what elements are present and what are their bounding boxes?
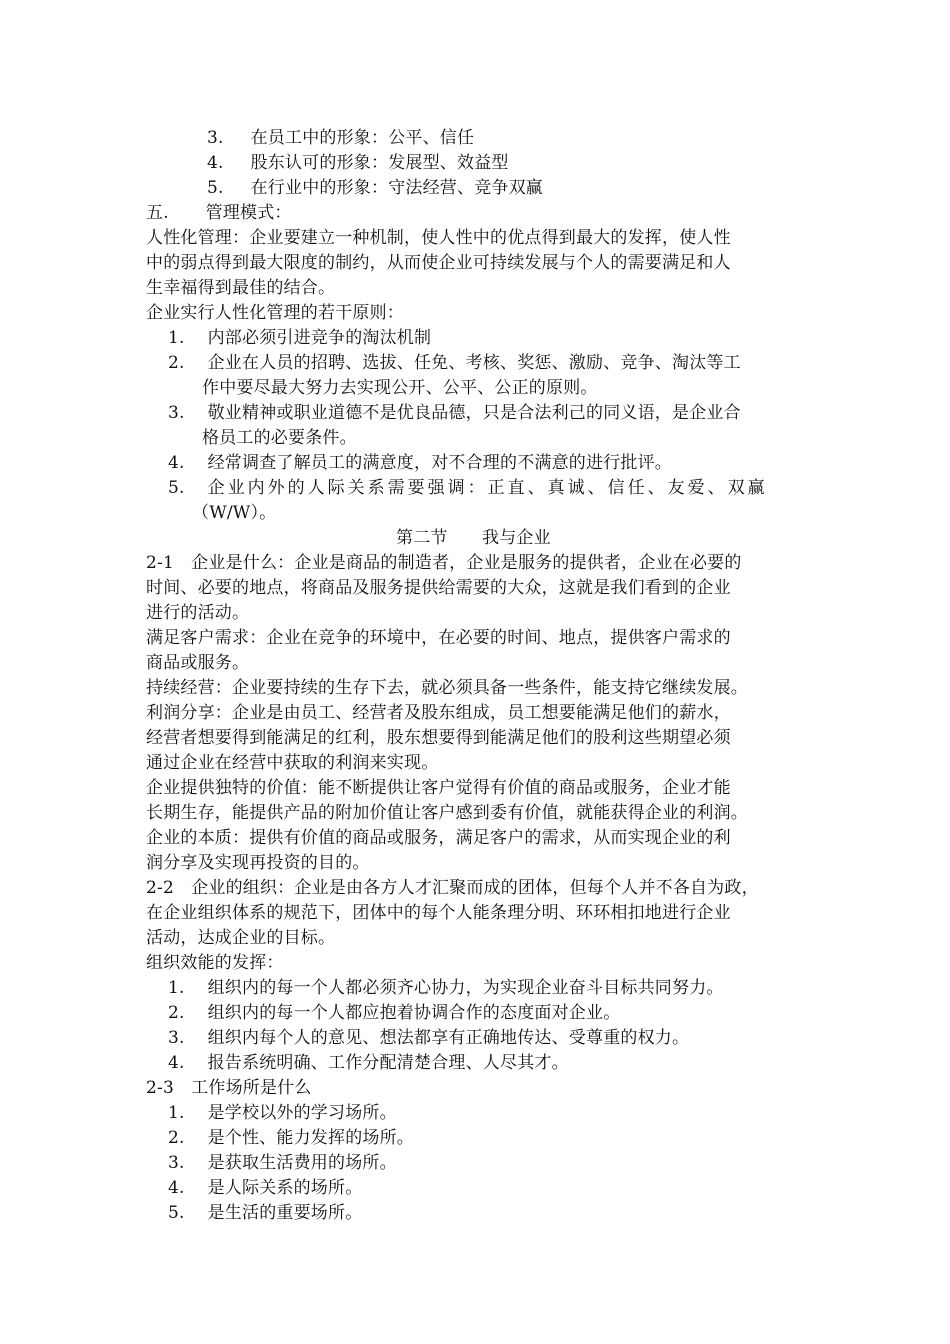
paragraph-line: 商品或服务。: [146, 653, 250, 673]
section-title: 第二节 我与企业: [396, 528, 551, 548]
paragraph-line: 持续经营：企业要持续的生存下去，就必须具备一些条件，能支持它继续发展。: [146, 678, 748, 698]
list-item: 3. 在员工中的形象：公平、信任: [207, 128, 475, 148]
paragraph-line: 在企业组织体系的规范下，团体中的每个人能条理分明、环环相扣地进行企业: [146, 903, 731, 923]
list-text: 是学校以外的学习场所。: [207, 1103, 397, 1123]
list-item: 1. 组织内的每一个人都必须齐心协力，为实现企业奋斗目标共同努力。: [168, 978, 724, 998]
paragraph-line: 企业提供独特的价值：能不断提供让客户觉得有价值的商品或服务，企业才能: [146, 778, 731, 798]
paragraph-line: 组织效能的发挥：: [146, 953, 284, 973]
paragraph-line: 活动，达成企业的目标。: [146, 928, 336, 948]
list-text: 组织内的每一个人都必须齐心协力，为实现企业奋斗目标共同努力。: [207, 978, 724, 998]
list-item: 5. 是生活的重要场所。: [168, 1203, 363, 1223]
list-text: 企业在人员的招聘、选拔、任免、考核、奖惩、激励、竞争、淘汰等工: [207, 353, 741, 373]
list-text-continued: （W/W）。: [192, 503, 277, 523]
list-text: 在员工中的形象：公平、信任: [250, 128, 475, 148]
list-text-continued: 作中要尽最大努力去实现公开、公平、公正的原则。: [202, 378, 598, 398]
list-item: 3. 敬业精神或职业道德不是优良品德，只是合法利己的同义语，是企业合: [168, 403, 741, 423]
list-text: 在行业中的形象：守法经营、竞争双赢: [250, 178, 544, 198]
paragraph-line: 2-2 企业的组织：企业是由各方人才汇聚而成的团体，但每个人并不各自为政，: [146, 878, 759, 898]
paragraph-line: 企业的本质：提供有价值的商品或服务，满足客户的需求，从而实现企业的利: [146, 828, 731, 848]
list-item: 4. 股东认可的形象：发展型、效益型: [207, 153, 509, 173]
list-item: 3. 是获取生活费用的场所。: [168, 1153, 397, 1173]
list-text: 内部必须引进竞争的淘汰机制: [207, 328, 432, 348]
list-item: 2. 企业在人员的招聘、选拔、任免、考核、奖惩、激励、竞争、淘汰等工: [168, 353, 741, 373]
list-item: 4. 报告系统明确、工作分配清楚合理、人尽其才。: [168, 1053, 569, 1073]
paragraph-line: 2-3 工作场所是什么: [146, 1078, 312, 1098]
paragraph-line: 润分享及实现再投资的目的。: [146, 853, 370, 873]
paragraph-line: 中的弱点得到最大限度的制约，从而使企业可持续发展与个人的需要满足和人: [146, 253, 731, 273]
list-item: 1. 内部必须引进竞争的淘汰机制: [168, 328, 432, 348]
list-text: 报告系统明确、工作分配清楚合理、人尽其才。: [207, 1053, 569, 1073]
section-title: 管理模式：: [205, 203, 292, 223]
list-item: 4. 是人际关系的场所。: [168, 1178, 363, 1198]
list-item: 1. 是学校以外的学习场所。: [168, 1103, 397, 1123]
paragraph-line: 长期生存，能提供产品的附加价值让客户感到委有价值，就能获得企业的利润。: [146, 803, 748, 823]
paragraph-line: 2-1 企业是什么：企业是商品的制造者，企业是服务的提供者，企业在必要的: [146, 553, 742, 573]
paragraph-line: 时间、必要的地点，将商品及服务提供给需要的大众，这就是我们看到的企业: [146, 578, 731, 598]
list-item: 2. 组织内的每一个人都应抱着协调合作的态度面对企业。: [168, 1003, 621, 1023]
list-text-continued: 格员工的必要条件。: [202, 428, 357, 448]
paragraph-line: 生幸福得到最佳的结合。: [146, 278, 336, 298]
paragraph-line: 经营者想要得到能满足的红利，股东想要得到能满足他们的股利这些期望必须: [146, 728, 731, 748]
list-item: 2. 是个性、能力发挥的场所。: [168, 1128, 415, 1148]
list-text: 组织内的每一个人都应抱着协调合作的态度面对企业。: [207, 1003, 621, 1023]
section-heading: 五. 管理模式：: [146, 203, 292, 223]
list-item: 3. 组织内每个人的意见、想法都享有正确地传达、受尊重的权力。: [168, 1028, 690, 1048]
list-text: 经常调查了解员工的满意度，对不合理的不满意的进行批评。: [207, 453, 673, 473]
paragraph-line: 人性化管理：企业要建立一种机制，使人性中的优点得到最大的发挥，使人性: [146, 228, 731, 248]
list-text: 是个性、能力发挥的场所。: [207, 1128, 415, 1148]
list-text: 组织内每个人的意见、想法都享有正确地传达、受尊重的权力。: [207, 1028, 690, 1048]
list-text: 股东认可的形象：发展型、效益型: [250, 153, 509, 173]
paragraph-line: 企业实行人性化管理的若干原则：: [146, 303, 404, 323]
list-text: 是人际关系的场所。: [207, 1178, 363, 1198]
list-item: 5. 在行业中的形象：守法经营、竞争双赢: [207, 178, 544, 198]
list-text: 企业内外的人际关系需要强调：正直、真诚、信任、友爱、双赢: [207, 478, 768, 498]
list-text: 是生活的重要场所。: [207, 1203, 363, 1223]
paragraph-line: 满足客户需求：企业在竞争的环境中，在必要的时间、地点，提供客户需求的: [146, 628, 731, 648]
paragraph-line: 进行的活动。: [146, 603, 250, 623]
paragraph-line: 利润分享：企业是由员工、经营者及股东组成，员工想要能满足他们的薪水，: [146, 703, 731, 723]
list-item: 4. 经常调查了解员工的满意度，对不合理的不满意的进行批评。: [168, 453, 673, 473]
list-text: 敬业精神或职业道德不是优良品德，只是合法利己的同义语，是企业合: [207, 403, 741, 423]
list-item: 5. 企业内外的人际关系需要强调：正直、真诚、信任、友爱、双赢: [168, 478, 768, 498]
list-text: 是获取生活费用的场所。: [207, 1153, 397, 1173]
paragraph-line: 通过企业在经营中获取的利润来实现。: [146, 753, 439, 773]
